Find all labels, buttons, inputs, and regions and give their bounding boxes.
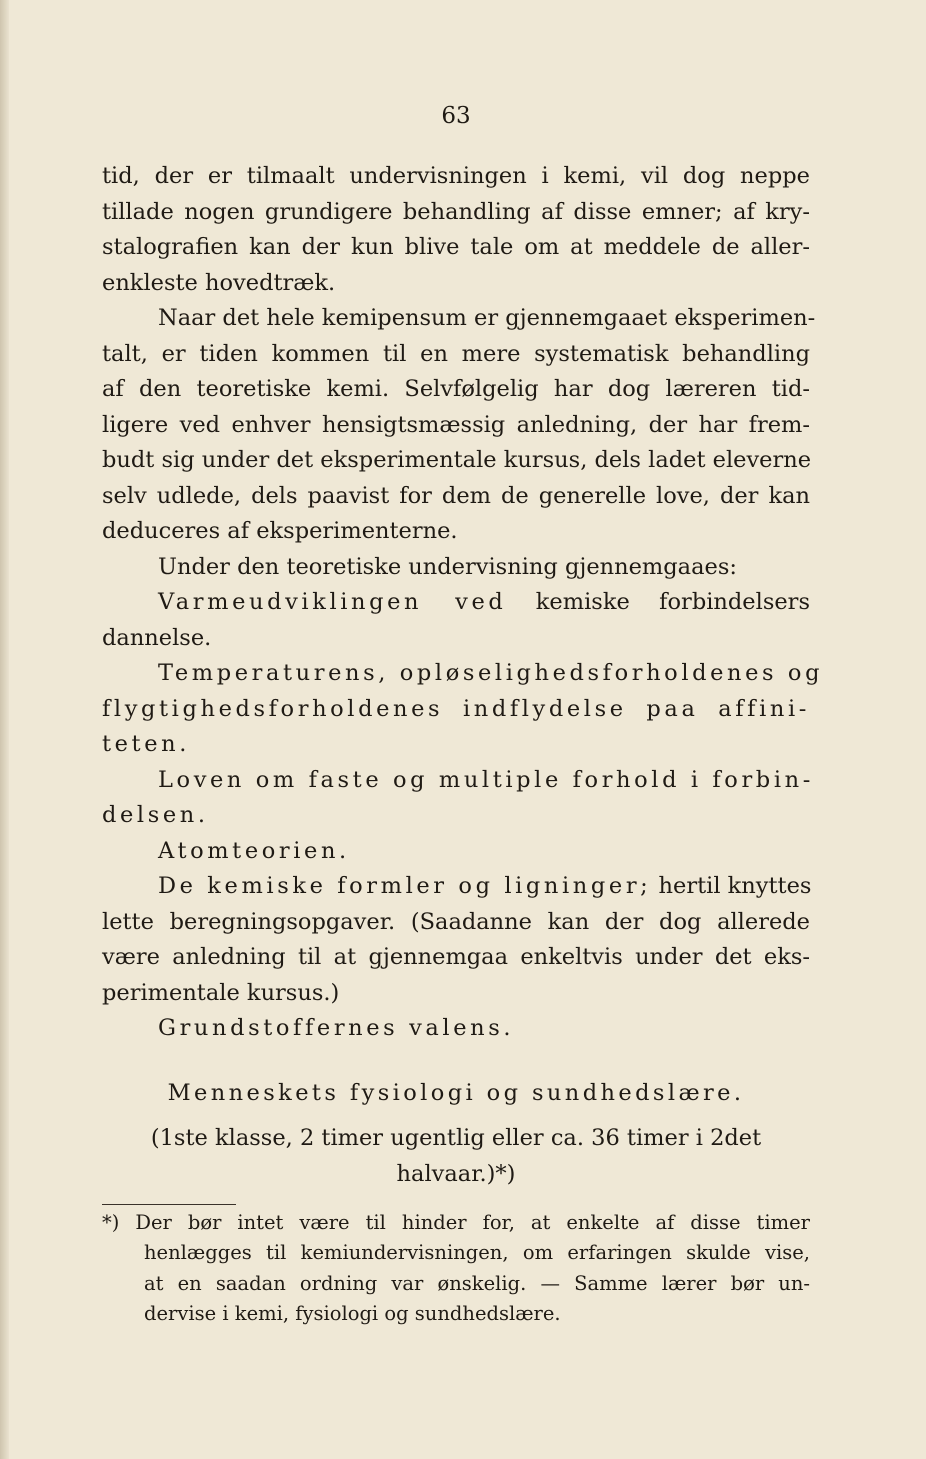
- topic-line: delsen.: [102, 802, 209, 828]
- body-line: Under den teoretiske undervisning gjennemgaaes:: [158, 553, 737, 580]
- topic-line: dannelse.: [102, 624, 212, 651]
- body-line: enkleste hovedtræk.: [102, 269, 336, 296]
- body-text: [102, 159, 824, 1047]
- topic-line: [102, 869, 810, 905]
- body-line: af den teoretiske kemi. Selvfølgelig har dog læreren tid-: [102, 376, 810, 402]
- topic-spaced-text: Varmeudviklingen ved: [158, 589, 507, 615]
- subheading-line: (1ste klasse, 2 timer ugentlig eller ca. 36 timer i 2det: [150, 1125, 762, 1151]
- page-number: 63: [441, 103, 471, 129]
- topic-line: Temperaturens, opløselighedsforholdenes og: [158, 660, 824, 686]
- body-line: selv udlede, dels paavist for dem de generelle love, der kan: [102, 482, 810, 509]
- topic-line: være anledning til at gjennemgaa enkeltvis under det eks-: [102, 944, 810, 970]
- topic-spaced-text: De kemiske formler og ligninger;: [158, 873, 652, 899]
- topic-line: lette beregningsopgaver. (Saadanne kan der dog allerede: [102, 908, 810, 935]
- topic-line: [102, 585, 810, 621]
- footnote-divider: [102, 1204, 236, 1205]
- body-line: talt, er tiden kommen til en mere systematisk behandling: [102, 340, 810, 367]
- topic-line: Grundstoffernes valens.: [158, 1015, 515, 1041]
- body-line: deduceres af eksperimenterne.: [102, 518, 458, 544]
- body-line: budt sig under det eksperimentale kursus, dels ladet eleverne: [102, 447, 812, 473]
- topic-line: perimentale kursus.): [102, 979, 340, 1006]
- footnote-line: *) Der bør intet være til hinder for, at enkelte af disse timer: [102, 1211, 810, 1234]
- topic-line: Atomteorien.: [158, 837, 350, 864]
- body-line: stalografien kan der kun blive tale om at meddele de aller-: [102, 234, 810, 260]
- section-subheading: [102, 1121, 810, 1192]
- body-line: ligere ved enhver hensigtsmæssig anledning, der har frem-: [102, 411, 810, 438]
- subheading-line: halvaar.)*): [396, 1160, 516, 1187]
- footnote-line: dervise i kemi, fysiologi og sundhedslære.: [144, 1301, 561, 1325]
- body-line: tid, der er tilmaalt undervisningen i kemi, vil dog neppe: [102, 163, 810, 189]
- topic-line: teten.: [102, 731, 190, 757]
- topic-text: hertil knyttes: [658, 873, 812, 899]
- footnote-line: at en saadan ordning var ønskelig. — Samme lærer bør un-: [144, 1271, 810, 1295]
- section-heading: Menneskets fysiologi og sundhedslære.: [167, 1080, 745, 1106]
- topic-line: flygtighedsforholdenes indflydelse paa affini-: [102, 695, 810, 722]
- topic-line: Loven om faste og multiple forhold i forbin-: [158, 766, 814, 793]
- page-edge-shadow: [0, 0, 9, 1459]
- footnote-line: henlægges til kemiundervisningen, om erfaringen skulde vise,: [144, 1241, 810, 1265]
- body-line: tillade nogen grundigere behandling af disse emner; af kry-: [102, 198, 810, 225]
- footnote: [102, 1208, 810, 1329]
- topic-text: kemiske forbindelsers: [535, 589, 810, 615]
- body-line: Naar det hele kemipensum er gjennemgaaet eksperimen-: [158, 305, 816, 331]
